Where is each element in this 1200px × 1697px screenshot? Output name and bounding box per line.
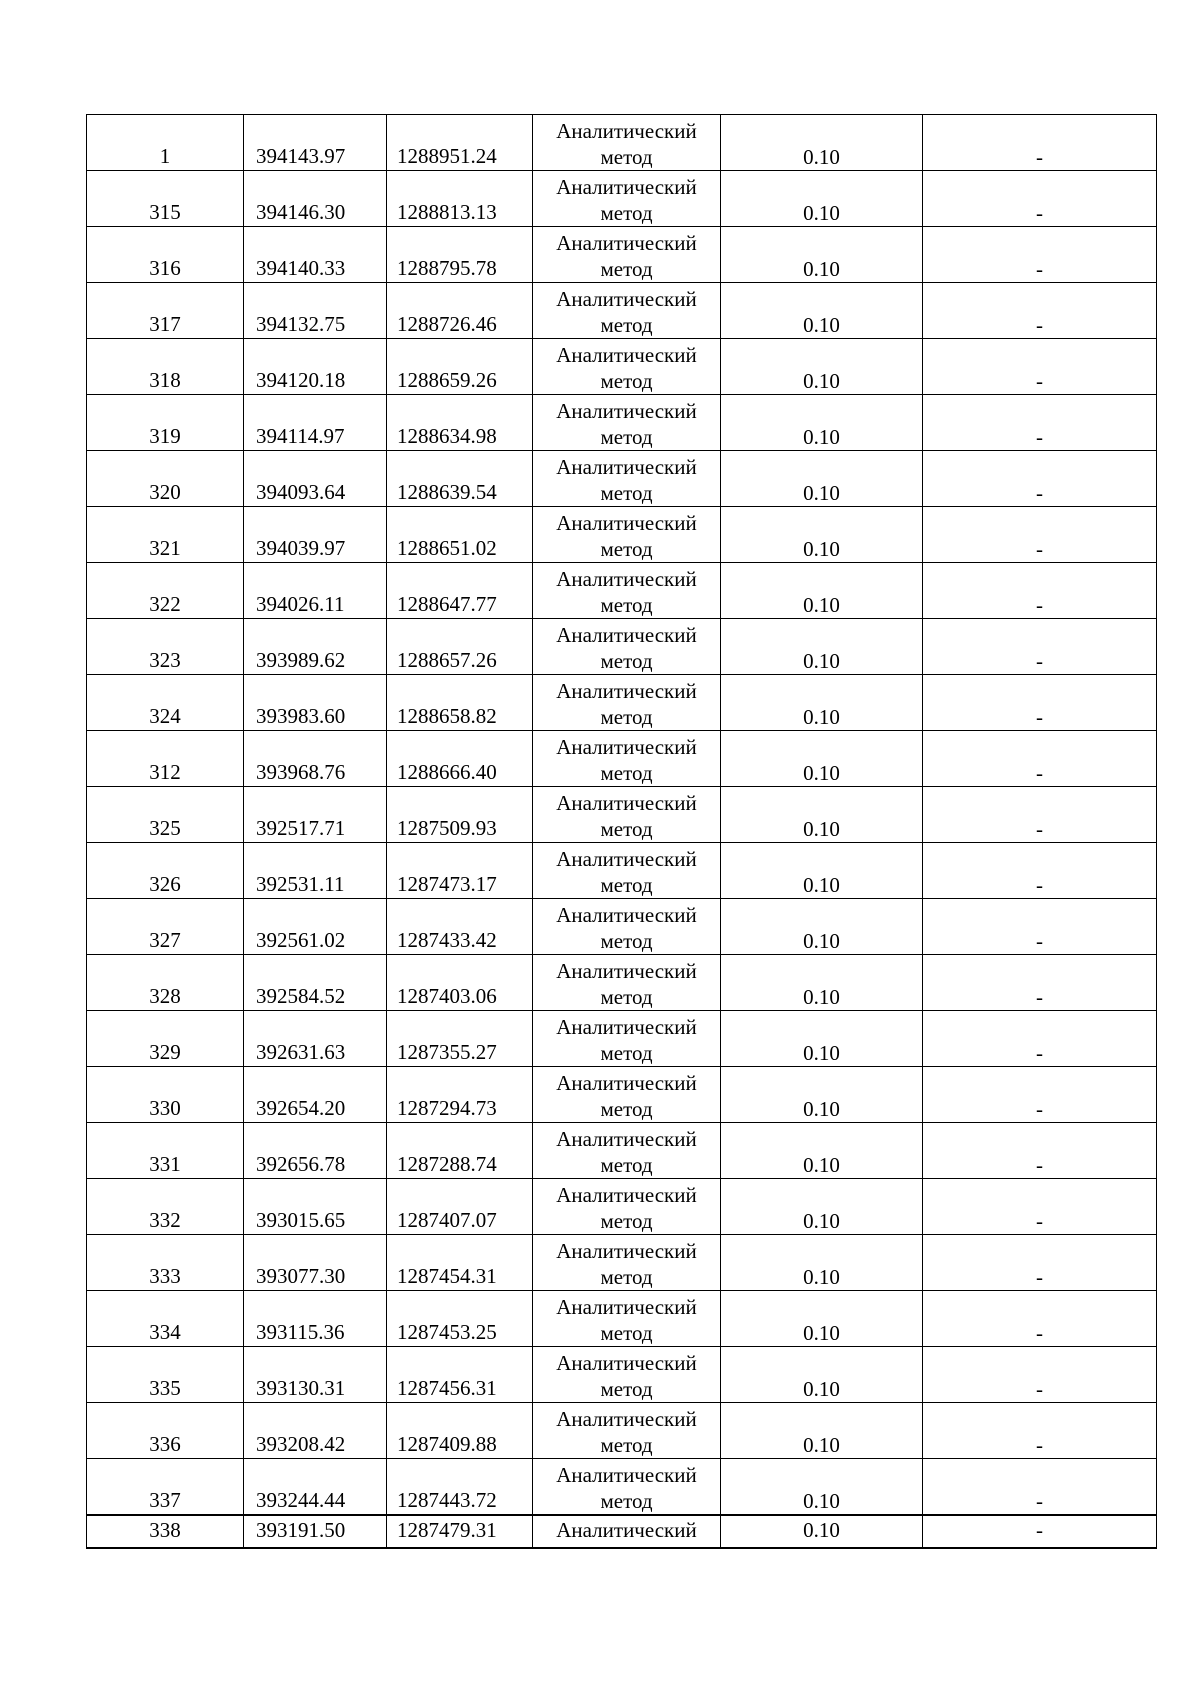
method-cell [533,1235,721,1291]
note-cell: - [923,1179,1157,1235]
point-number-cell: 337 [87,1459,244,1515]
method-line-2: метод [600,705,653,729]
x-coordinate-cell: 393968.76 [244,731,387,787]
method-cell [533,507,721,563]
y-coordinate-cell: 1287355.27 [387,1011,533,1067]
y-coordinate-cell: 1288651.02 [387,507,533,563]
method-line-1: Аналитический [556,791,697,815]
table-row [87,843,1157,899]
accuracy-cell: 0.10 [721,1011,923,1067]
point-number-cell: 317 [87,283,244,339]
accuracy-cell: 0.10 [721,395,923,451]
x-coordinate-cell: 394143.97 [244,115,387,171]
x-coordinate-cell: 392584.52 [244,955,387,1011]
table-row [87,1459,1157,1515]
x-coordinate-cell: 392631.63 [244,1011,387,1067]
table-row [87,675,1157,731]
y-coordinate-cell: 1288666.40 [387,731,533,787]
y-coordinate-cell: 1287456.31 [387,1347,533,1403]
point-number-cell: 320 [87,451,244,507]
method-line-1: Аналитический [556,1127,697,1151]
point-number-cell: 333 [87,1235,244,1291]
method-line-1: Аналитический [556,959,697,983]
note-cell: - [923,1067,1157,1123]
point-number-cell: 321 [87,507,244,563]
method-cell [533,395,721,451]
method-line-1: Аналитический [556,231,697,255]
method-line-1: Аналитический [556,903,697,927]
y-coordinate-cell: 1287294.73 [387,1067,533,1123]
accuracy-cell: 0.10 [721,451,923,507]
note-cell: - [923,283,1157,339]
accuracy-cell: 0.10 [721,283,923,339]
method-line-1: Аналитический [556,1517,697,1542]
x-coordinate-cell: 393208.42 [244,1403,387,1459]
note-cell: - [923,843,1157,899]
method-cell [533,1403,721,1459]
method-line-2: метод [600,761,653,785]
x-coordinate-cell: 394132.75 [244,283,387,339]
method-line-1: Аналитический [556,1295,697,1319]
accuracy-cell: 0.10 [721,1291,923,1347]
x-coordinate-cell: 392561.02 [244,899,387,955]
note-cell: - [923,619,1157,675]
y-coordinate-cell: 1288634.98 [387,395,533,451]
y-coordinate-cell: 1287409.88 [387,1403,533,1459]
method-line-1: Аналитический [556,1183,697,1207]
method-line-2: метод [600,481,653,505]
note-cell: - [923,115,1157,171]
note-cell: - [923,171,1157,227]
point-number-cell: 324 [87,675,244,731]
method-cell [533,115,721,171]
method-line-1: Аналитический [556,511,697,535]
point-number-cell: 336 [87,1403,244,1459]
accuracy-cell: 0.10 [721,955,923,1011]
x-coordinate-cell: 392656.78 [244,1123,387,1179]
point-number-cell: 330 [87,1067,244,1123]
method-line-2: метод [600,1377,653,1401]
method-line-1: Аналитический [556,623,697,647]
table-row [87,1235,1157,1291]
method-line-2: метод [600,1153,653,1177]
note-cell: - [923,1291,1157,1347]
method-line-2: метод [600,201,653,225]
point-number-cell: 323 [87,619,244,675]
point-number-cell: 328 [87,955,244,1011]
method-cell [533,1515,721,1548]
accuracy-cell: 0.10 [721,731,923,787]
y-coordinate-cell: 1287443.72 [387,1459,533,1515]
note-cell: - [923,227,1157,283]
table-row [87,171,1157,227]
method-line-2: метод [600,369,653,393]
method-line-2: метод [600,817,653,841]
x-coordinate-cell: 394140.33 [244,227,387,283]
note-cell: - [923,339,1157,395]
table-row [87,787,1157,843]
accuracy-cell: 0.10 [721,675,923,731]
method-line-1: Аналитический [556,175,697,199]
method-line-2: метод [600,257,653,281]
table-row [87,283,1157,339]
method-cell [533,1179,721,1235]
x-coordinate-cell: 393983.60 [244,675,387,731]
method-line-2: метод [600,1433,653,1457]
x-coordinate-cell: 392531.11 [244,843,387,899]
accuracy-cell: 0.10 [721,1235,923,1291]
method-line-2: метод [600,985,653,1009]
point-number-cell: 325 [87,787,244,843]
method-line-2: метод [600,145,653,169]
table-row [87,1291,1157,1347]
method-cell [533,787,721,843]
method-cell [533,1347,721,1403]
method-line-1: Аналитический [556,287,697,311]
method-line-2: метод [600,929,653,953]
method-line-2: метод [600,1097,653,1121]
method-line-2: метод [600,649,653,673]
method-cell [533,619,721,675]
y-coordinate-cell: 1287407.07 [387,1179,533,1235]
point-number-cell: 338 [87,1515,244,1548]
point-number-cell: 316 [87,227,244,283]
accuracy-cell: 0.10 [721,171,923,227]
x-coordinate-cell: 393115.36 [244,1291,387,1347]
point-number-cell: 332 [87,1179,244,1235]
y-coordinate-cell: 1288647.77 [387,563,533,619]
accuracy-cell: 0.10 [721,227,923,283]
table-row [87,1347,1157,1403]
note-cell: - [923,1123,1157,1179]
y-coordinate-cell: 1287479.31 [387,1515,533,1548]
table-row [87,227,1157,283]
point-number-cell: 315 [87,171,244,227]
x-coordinate-cell: 393191.50 [244,1515,387,1548]
table-row [87,115,1157,171]
method-line-1: Аналитический [556,735,697,759]
accuracy-cell: 0.10 [721,507,923,563]
method-cell [533,731,721,787]
point-number-cell: 329 [87,1011,244,1067]
note-cell: - [923,1011,1157,1067]
table-row [87,451,1157,507]
table-row [87,1067,1157,1123]
method-line-2: метод [600,1041,653,1065]
y-coordinate-cell: 1287288.74 [387,1123,533,1179]
table-row [87,563,1157,619]
accuracy-cell: 0.10 [721,787,923,843]
note-cell: - [923,675,1157,731]
note-cell: - [923,955,1157,1011]
method-line-1: Аналитический [556,1015,697,1039]
method-line-1: Аналитический [556,567,697,591]
method-line-1: Аналитический [556,1462,697,1487]
point-number-cell: 1 [87,115,244,171]
method-line-1: Аналитический [556,455,697,479]
table-row [87,955,1157,1011]
method-cell [533,675,721,731]
x-coordinate-cell: 393244.44 [244,1459,387,1515]
method-line-1: Аналитический [556,679,697,703]
accuracy-cell: 0.10 [721,563,923,619]
x-coordinate-cell: 394026.11 [244,563,387,619]
x-coordinate-cell: 393130.31 [244,1347,387,1403]
method-line-2: метод [600,1488,653,1513]
note-cell: - [923,563,1157,619]
method-line-1: Аналитический [556,1351,697,1375]
method-line-2: метод [600,537,653,561]
point-number-cell: 318 [87,339,244,395]
method-line-2: метод [600,873,653,897]
table-row [87,1403,1157,1459]
note-cell: - [923,787,1157,843]
y-coordinate-cell: 1288726.46 [387,283,533,339]
accuracy-cell: 0.10 [721,1347,923,1403]
y-coordinate-cell: 1287433.42 [387,899,533,955]
method-cell [533,227,721,283]
x-coordinate-cell: 394146.30 [244,171,387,227]
x-coordinate-cell: 392654.20 [244,1067,387,1123]
method-cell [533,843,721,899]
accuracy-cell: 0.10 [721,1403,923,1459]
table-row [87,619,1157,675]
method-line-2: метод [600,1321,653,1345]
method-line-1: Аналитический [556,1407,697,1431]
x-coordinate-cell: 394120.18 [244,339,387,395]
method-line-2: метод [600,1265,653,1289]
method-line-2: метод [600,313,653,337]
method-cell [533,283,721,339]
method-line-1: Аналитический [556,847,697,871]
accuracy-cell: 0.10 [721,1067,923,1123]
y-coordinate-cell: 1288658.82 [387,675,533,731]
method-line-2: метод [600,593,653,617]
note-cell: - [923,1235,1157,1291]
accuracy-cell: 0.10 [721,1515,923,1548]
y-coordinate-cell: 1287509.93 [387,787,533,843]
method-line-2: метод [600,1209,653,1233]
note-cell: - [923,1403,1157,1459]
y-coordinate-cell: 1288813.13 [387,171,533,227]
note-cell: - [923,899,1157,955]
accuracy-cell: 0.10 [721,619,923,675]
method-line-2: метод [600,425,653,449]
method-cell [533,563,721,619]
point-number-cell: 322 [87,563,244,619]
point-number-cell: 334 [87,1291,244,1347]
method-cell [533,451,721,507]
method-cell [533,339,721,395]
note-cell: - [923,451,1157,507]
y-coordinate-cell: 1287454.31 [387,1235,533,1291]
method-cell [533,171,721,227]
x-coordinate-cell: 393015.65 [244,1179,387,1235]
table-row [87,1179,1157,1235]
x-coordinate-cell: 394114.97 [244,395,387,451]
method-cell [533,1123,721,1179]
method-line-1: Аналитический [556,1071,697,1095]
table-row [87,899,1157,955]
method-line-1: Аналитический [556,399,697,423]
y-coordinate-cell: 1288951.24 [387,115,533,171]
note-cell: - [923,507,1157,563]
coordinates-table-body [87,115,1157,1548]
coordinates-table [86,114,1157,1549]
method-line-1: Аналитический [556,1239,697,1263]
y-coordinate-cell: 1287403.06 [387,955,533,1011]
x-coordinate-cell: 394093.64 [244,451,387,507]
accuracy-cell: 0.10 [721,899,923,955]
y-coordinate-cell: 1287473.17 [387,843,533,899]
method-line-1: Аналитический [556,343,697,367]
x-coordinate-cell: 394039.97 [244,507,387,563]
table-row [87,507,1157,563]
accuracy-cell: 0.10 [721,1123,923,1179]
accuracy-cell: 0.10 [721,843,923,899]
method-line-1: Аналитический [556,119,697,143]
note-cell: - [923,395,1157,451]
table-row [87,339,1157,395]
accuracy-cell: 0.10 [721,339,923,395]
note-cell: - [923,1459,1157,1515]
y-coordinate-cell: 1288657.26 [387,619,533,675]
table-row [87,731,1157,787]
method-cell [533,899,721,955]
table-row [87,395,1157,451]
x-coordinate-cell: 393989.62 [244,619,387,675]
method-cell [533,1459,721,1515]
point-number-cell: 326 [87,843,244,899]
point-number-cell: 319 [87,395,244,451]
y-coordinate-cell: 1287453.25 [387,1291,533,1347]
point-number-cell: 312 [87,731,244,787]
x-coordinate-cell: 393077.30 [244,1235,387,1291]
method-cell [533,1067,721,1123]
accuracy-cell: 0.10 [721,1179,923,1235]
y-coordinate-cell: 1288795.78 [387,227,533,283]
method-cell [533,955,721,1011]
method-cell [533,1291,721,1347]
point-number-cell: 331 [87,1123,244,1179]
point-number-cell: 335 [87,1347,244,1403]
table-row [87,1011,1157,1067]
y-coordinate-cell: 1288639.54 [387,451,533,507]
method-cell [533,1011,721,1067]
x-coordinate-cell: 392517.71 [244,787,387,843]
point-number-cell: 327 [87,899,244,955]
y-coordinate-cell: 1288659.26 [387,339,533,395]
note-cell: - [923,1515,1157,1548]
table-row [87,1123,1157,1179]
accuracy-cell: 0.10 [721,1459,923,1515]
note-cell: - [923,731,1157,787]
accuracy-cell: 0.10 [721,115,923,171]
note-cell: - [923,1347,1157,1403]
table-row [87,1515,1157,1548]
